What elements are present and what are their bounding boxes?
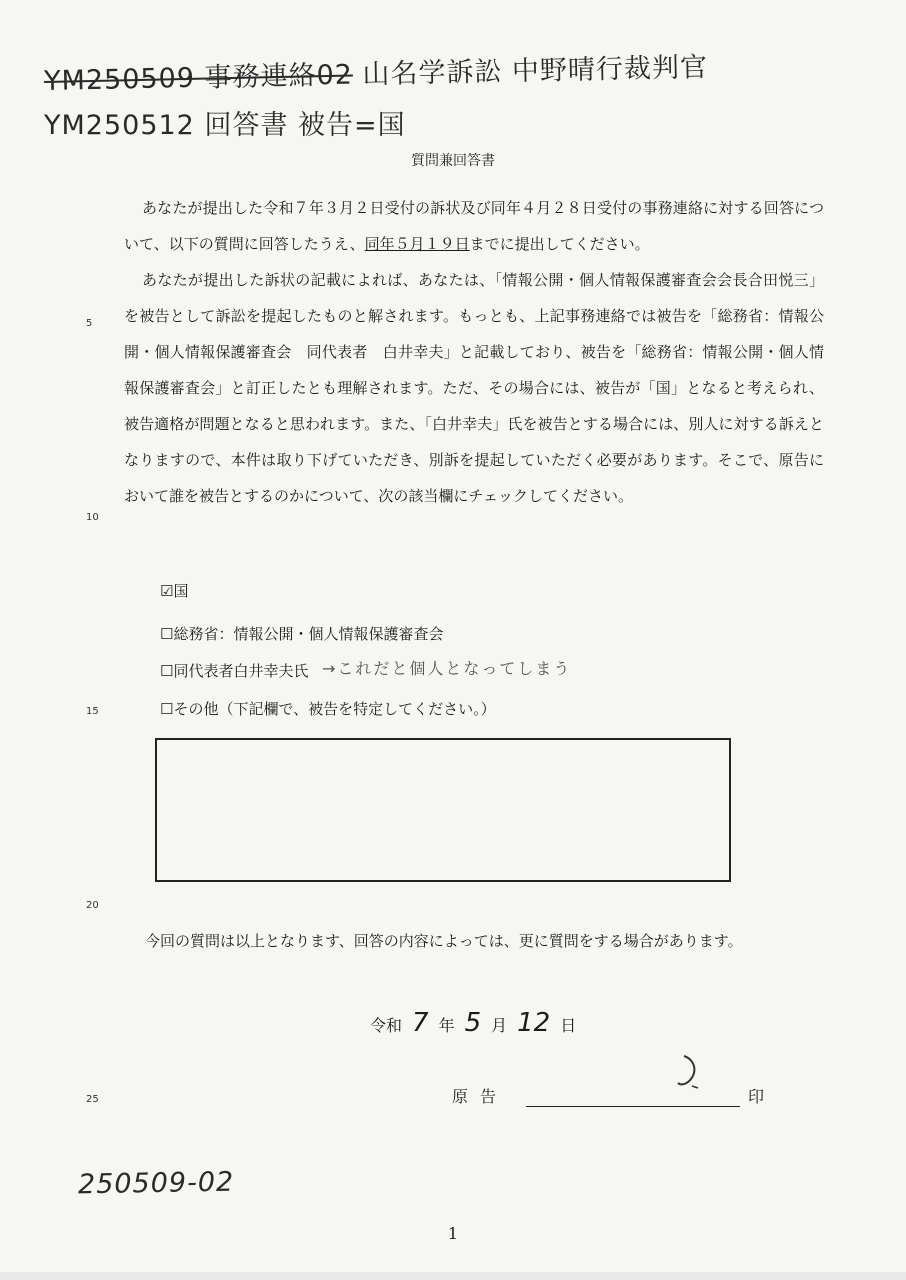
option-representative[interactable] bbox=[160, 660, 308, 681]
option-kuni[interactable] bbox=[160, 580, 188, 601]
line-number: 20 bbox=[86, 900, 99, 911]
line-number: 5 bbox=[86, 318, 93, 329]
scan-edge bbox=[0, 1272, 906, 1280]
plaintiff-label: 原告 bbox=[452, 1087, 509, 1106]
option-label: その他（下記欄で、被告を特定してください。） bbox=[173, 700, 496, 718]
scribble-mark bbox=[674, 1052, 704, 1092]
option-other[interactable] bbox=[160, 698, 496, 719]
date-day-unit: 日 bbox=[560, 1016, 577, 1035]
checkbox-icon[interactable]: ☐ bbox=[160, 700, 174, 718]
checkbox-icon[interactable]: ☐ bbox=[160, 662, 174, 680]
handwritten-header-line2: YM250512 回答書 被告=国 bbox=[44, 110, 406, 141]
signature-line[interactable] bbox=[526, 1106, 740, 1107]
defendant-answer-box[interactable] bbox=[155, 738, 731, 882]
handwritten-header-line1 bbox=[44, 45, 709, 98]
date-year: 7 bbox=[412, 1008, 429, 1038]
seal-label: 印 bbox=[748, 1087, 765, 1106]
option-soumusho[interactable] bbox=[160, 623, 443, 644]
checkbox-icon[interactable]: ☐ bbox=[160, 625, 174, 643]
closing-statement: 今回の質問は以上となります、回答の内容によっては、更に質問をする場合があります。 bbox=[145, 932, 743, 950]
handwritten-option-note: →これだと個人となってしまう bbox=[322, 659, 572, 678]
line-number: 25 bbox=[86, 1094, 99, 1105]
case-judge-note: 山名学訴訟 中野晴行裁判官 bbox=[362, 52, 709, 91]
option-label: 国 bbox=[173, 582, 189, 600]
line-number: 10 bbox=[86, 512, 99, 523]
document-date bbox=[370, 1008, 576, 1038]
paragraph1-text: あなたが提出した令和７年３月２日受付の訴状及び同年４月２８日受付の事務連絡に対する回答について、以下の質問に回答したうえ、 bbox=[124, 199, 824, 253]
paragraph-request bbox=[124, 190, 824, 262]
page-number: 1 bbox=[447, 1224, 459, 1243]
handwritten-reference-number: 250509-02 bbox=[77, 1166, 235, 1201]
date-year-unit: 年 bbox=[438, 1016, 455, 1035]
date-month: 5 bbox=[464, 1008, 482, 1038]
deadline-date: 同年５月１９日 bbox=[364, 235, 470, 253]
checkbox-checked-icon[interactable]: ☑ bbox=[160, 582, 174, 600]
paragraph1-text-end: までに提出してください。 bbox=[469, 235, 650, 253]
option-label: 同代表者白井幸夫氏 bbox=[173, 662, 309, 680]
paragraph-explanation: あなたが提出した訴状の記載によれば、あなたは、「情報公開・個人情報保護審査会会長合田悦三」を被告として訴訟を提起したものと解されます。もっとも、上記事務連絡では被告を「総務省：情報公開・個人情報保護審査会 同代表者 白井幸夫」と記載しており、被告を「総務省：情報公開・個人情報保護審査会」と訂正したとも理解されます。ただ、その場合には、被告が「国」となると考えられ、被告適格が問題となると思われます。また、「白井幸夫」氏を被告とする場合には、別人に対する訴えとなりますので、本件は取り下げていただき、別訴を提起していただく必要があります。そこで、原告において誰を被告とするのかについて、次の該当欄にチェックしてください。 bbox=[124, 271, 824, 505]
document-title: 質問兼回答書 bbox=[411, 153, 495, 169]
date-day: 12 bbox=[517, 1008, 551, 1038]
date-month-unit: 月 bbox=[491, 1016, 508, 1035]
line-number: 15 bbox=[86, 706, 99, 717]
struck-reference: YM250509 事務連絡02 bbox=[43, 59, 354, 97]
date-era: 令和 bbox=[370, 1016, 403, 1035]
option-label: 総務省：情報公開・個人情報保護審査会 bbox=[173, 625, 444, 643]
